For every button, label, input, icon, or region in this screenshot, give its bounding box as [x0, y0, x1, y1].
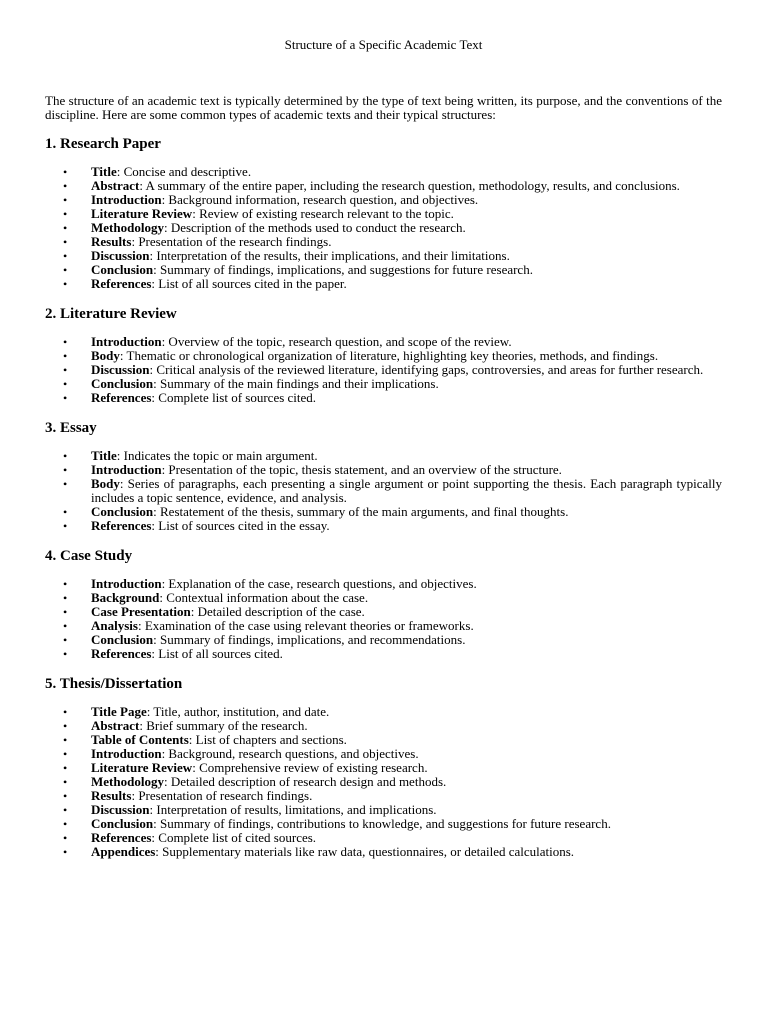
intro-paragraph: The structure of an academic text is typically determined by the type of text being written, its purpose, and the conventions of the discipline. Here are some common types of academic texts and their typical structures: [45, 93, 722, 122]
item-term: References [91, 830, 152, 845]
bullet-list [45, 165, 722, 291]
item-term: Introduction [91, 192, 162, 207]
item-description: : Interpretation of results, limitations, and implications. [149, 802, 437, 817]
item-term: Title [91, 448, 117, 463]
list-item [45, 747, 722, 761]
item-description: : Presentation of research findings. [131, 788, 313, 803]
bullet-list [45, 449, 722, 533]
bullet-icon: • [63, 349, 68, 363]
item-description: : Interpretation of the results, their implications, and their limitations. [149, 248, 510, 263]
bullet-icon: • [63, 363, 68, 377]
bullet-icon: • [63, 817, 68, 831]
item-term: Abstract [91, 718, 140, 733]
bullet-icon: • [63, 789, 68, 803]
bullet-icon: • [63, 505, 68, 519]
item-term: Table of Contents [91, 732, 189, 747]
item-description: : Background, research questions, and objectives. [161, 746, 419, 761]
item-description: : Summary of findings, implications, and suggestions for future research. [153, 262, 533, 277]
item-term: Literature Review [91, 760, 193, 775]
bullet-icon: • [63, 221, 68, 235]
list-item [45, 377, 722, 391]
item-term: Discussion [91, 802, 150, 817]
bullet-icon: • [63, 179, 68, 193]
item-description: : Thematic or chronological organization of literature, highlighting key theories, methods, and findings. [119, 348, 659, 363]
list-item [45, 605, 722, 619]
bullet-icon: • [63, 207, 68, 221]
list-item [45, 477, 722, 505]
bullet-list [45, 577, 722, 661]
list-item [45, 775, 722, 789]
bullet-icon: • [63, 391, 68, 405]
list-item [45, 647, 722, 661]
item-description: : Explanation of the case, research questions, and objectives. [161, 576, 477, 591]
item-term: Results [91, 234, 132, 249]
list-item [45, 789, 722, 803]
item-description: : Title, author, institution, and date. [146, 704, 330, 719]
item-description: : Comprehensive review of existing research. [192, 760, 428, 775]
list-item [45, 335, 722, 349]
section-heading: 3. Essay [45, 420, 97, 436]
item-description: : Examination of the case using relevant theories or frameworks. [137, 618, 474, 633]
item-description: : Background information, research question, and objectives. [161, 192, 479, 207]
item-description: : Description of the methods used to conduct the research. [163, 220, 466, 235]
list-item [45, 719, 722, 733]
section [45, 419, 722, 533]
list-item [45, 349, 722, 363]
list-item [45, 577, 722, 591]
item-term: Case Presentation [91, 604, 191, 619]
list-item [45, 633, 722, 647]
item-description: : Presentation of the research findings. [131, 234, 332, 249]
bullet-icon: • [63, 831, 68, 845]
item-term: Literature Review [91, 206, 193, 221]
item-term: Abstract [91, 178, 140, 193]
item-description: : Concise and descriptive. [116, 164, 252, 179]
bullet-icon: • [63, 519, 68, 533]
bullet-icon: • [63, 577, 68, 591]
item-description: : Review of existing research relevant to the topic. [192, 206, 454, 221]
bullet-icon: • [63, 477, 68, 491]
list-item [45, 761, 722, 775]
bullet-icon: • [63, 803, 68, 817]
bullet-icon: • [63, 263, 68, 277]
list-item [45, 263, 722, 277]
list-item [45, 845, 722, 859]
section [45, 305, 722, 405]
item-term: Analysis [91, 618, 138, 633]
list-item [45, 193, 722, 207]
list-item [45, 519, 722, 533]
bullet-icon: • [63, 705, 68, 719]
list-item [45, 179, 722, 193]
sections-container [45, 135, 722, 859]
item-term: Conclusion [91, 262, 154, 277]
section [45, 135, 722, 291]
list-item [45, 391, 722, 405]
item-term: Body [91, 348, 120, 363]
item-description: : Complete list of cited sources. [151, 830, 317, 845]
item-term: Discussion [91, 248, 150, 263]
list-item [45, 221, 722, 235]
bullet-icon: • [63, 277, 68, 291]
item-term: Background [91, 590, 160, 605]
list-item [45, 363, 722, 377]
section-heading: 2. Literature Review [45, 306, 177, 322]
item-term: Conclusion [91, 504, 154, 519]
item-term: Methodology [91, 220, 164, 235]
bullet-icon: • [63, 193, 68, 207]
section-heading: 5. Thesis/Dissertation [45, 676, 183, 692]
item-description: : A summary of the entire paper, including the research question, methodology, results, and conclusions. [139, 178, 680, 193]
item-term: Title [91, 164, 117, 179]
item-term: Title Page [91, 704, 147, 719]
item-term: Methodology [91, 774, 164, 789]
item-description: : Presentation of the topic, thesis statement, and an overview of the structure. [161, 462, 562, 477]
bullet-icon: • [63, 719, 68, 733]
list-item [45, 165, 722, 179]
item-description: : Contextual information about the case. [159, 590, 369, 605]
item-term: References [91, 276, 152, 291]
bullet-icon: • [63, 591, 68, 605]
item-description: : Summary of the main findings and their implications. [153, 376, 439, 391]
bullet-icon: • [63, 463, 68, 477]
list-item [45, 803, 722, 817]
list-item [45, 831, 722, 845]
item-term: Results [91, 788, 132, 803]
item-term: Discussion [91, 362, 150, 377]
item-description: : List of all sources cited in the paper. [151, 276, 347, 291]
bullet-icon: • [63, 733, 68, 747]
item-description: : Series of paragraphs, each presenting a single argument or point supporting the thesis. Each paragraph typically includes a topic sentence, evidence, and analysis. [91, 476, 722, 505]
item-description: : List of all sources cited. [151, 646, 283, 661]
item-term: Conclusion [91, 816, 154, 831]
item-description: : List of chapters and sections. [188, 732, 347, 747]
list-item [45, 207, 722, 221]
bullet-icon: • [63, 747, 68, 761]
item-term: Introduction [91, 576, 162, 591]
bullet-icon: • [63, 633, 68, 647]
item-term: Body [91, 476, 120, 491]
document-title: Structure of a Specific Academic Text [284, 37, 483, 52]
item-description: : Supplementary materials like raw data, questionnaires, or detailed calculations. [155, 844, 575, 859]
item-description: : Overview of the topic, research question, and scope of the review. [161, 334, 512, 349]
list-item [45, 449, 722, 463]
list-item [45, 249, 722, 263]
section [45, 547, 722, 661]
bullet-icon: • [63, 249, 68, 263]
item-term: References [91, 646, 152, 661]
item-description: : Summary of findings, implications, and recommendations. [153, 632, 466, 647]
bullet-icon: • [63, 761, 68, 775]
list-item [45, 505, 722, 519]
item-term: Appendices [91, 844, 156, 859]
item-description: : Complete list of sources cited. [151, 390, 317, 405]
list-item [45, 591, 722, 605]
item-description: : Detailed description of research design and methods. [163, 774, 447, 789]
item-term: Conclusion [91, 376, 154, 391]
item-term: Conclusion [91, 632, 154, 647]
item-description: : Detailed description of the case. [190, 604, 365, 619]
item-description: : Critical analysis of the reviewed literature, identifying gaps, controversies, and areas for further research. [149, 362, 704, 377]
item-term: Introduction [91, 334, 162, 349]
list-item [45, 619, 722, 633]
list-item [45, 277, 722, 291]
item-term: References [91, 518, 152, 533]
section-heading: 1. Research Paper [45, 136, 161, 152]
section-heading: 4. Case Study [45, 548, 133, 564]
bullet-icon: • [63, 165, 68, 179]
item-term: References [91, 390, 152, 405]
item-description: : Brief summary of the research. [139, 718, 308, 733]
item-description: : Summary of findings, contributions to knowledge, and suggestions for future research. [153, 816, 611, 831]
item-term: Introduction [91, 746, 162, 761]
item-description: : List of sources cited in the essay. [151, 518, 330, 533]
bullet-icon: • [63, 647, 68, 661]
item-description: : Indicates the topic or main argument. [116, 448, 318, 463]
bullet-icon: • [63, 605, 68, 619]
bullet-list [45, 335, 722, 405]
list-item [45, 817, 722, 831]
item-description: : Restatement of the thesis, summary of the main arguments, and final thoughts. [153, 504, 569, 519]
list-item [45, 235, 722, 249]
bullet-icon: • [63, 335, 68, 349]
item-term: Introduction [91, 462, 162, 477]
bullet-icon: • [63, 235, 68, 249]
section [45, 675, 722, 859]
bullet-icon: • [63, 775, 68, 789]
list-item [45, 705, 722, 719]
bullet-icon: • [63, 449, 68, 463]
bullet-icon: • [63, 619, 68, 633]
bullet-list [45, 705, 722, 859]
bullet-icon: • [63, 377, 68, 391]
bullet-icon: • [63, 845, 68, 859]
list-item [45, 463, 722, 477]
list-item [45, 733, 722, 747]
